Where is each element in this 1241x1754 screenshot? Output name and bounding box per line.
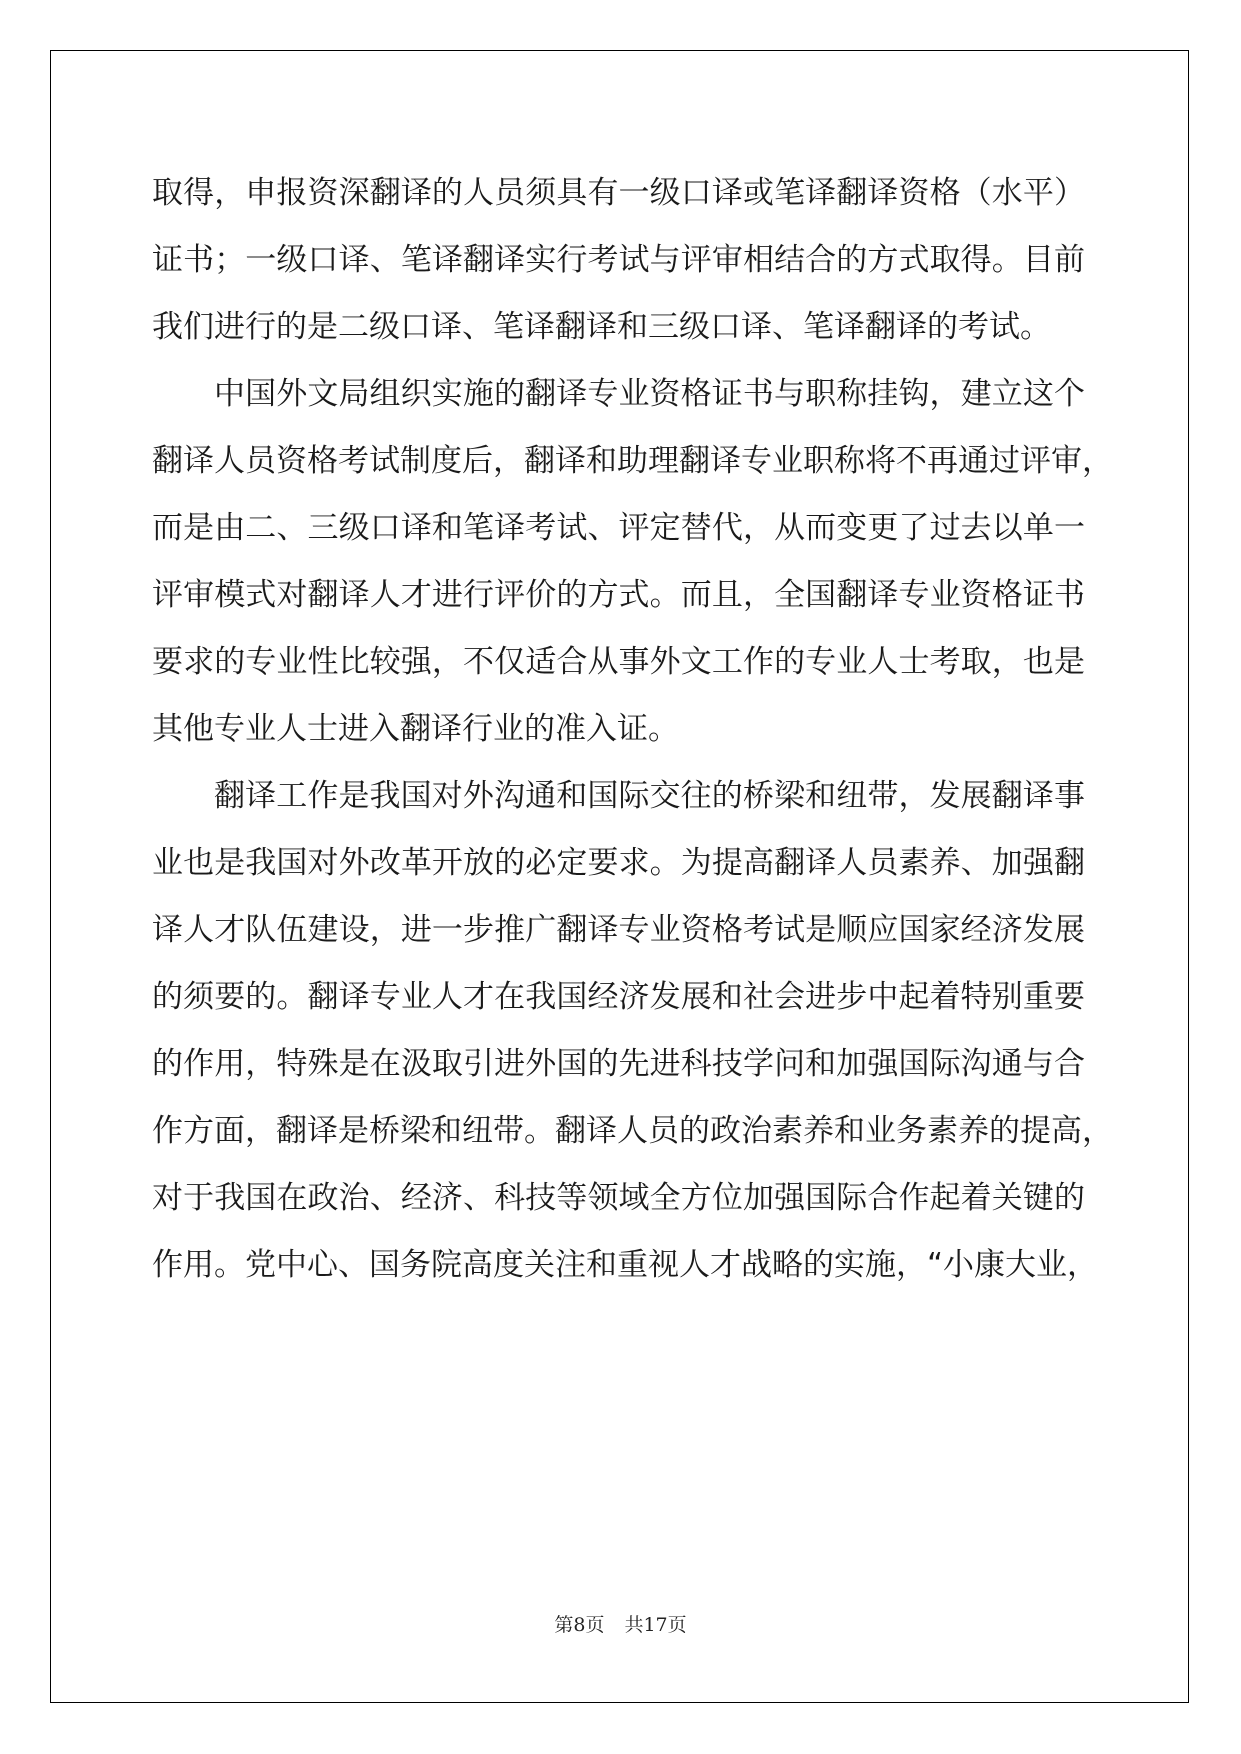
text-line: 业也是我国对外改革开放的必定要求。为提高翻译人员素养、加强翻	[152, 845, 1085, 881]
text-line: 评审模式对翻译人才进行评价的方式。而且，全国翻译专业资格证书	[152, 577, 1085, 613]
document-body	[152, 160, 1113, 1299]
text-line: 而是由二、三级口译和笔译考试、评定替代，从而变更了过去以单一	[152, 510, 1085, 546]
text-line: 取得，申报资深翻译的人员须具有一级口译或笔译翻译资格（水平）	[152, 175, 1085, 211]
text-line: 其他专业人士进入翻译行业的准入证。	[152, 711, 679, 747]
paragraph-start-line: 翻译工作是我国对外沟通和国际交往的桥梁和纽带，发展翻译事	[214, 778, 1085, 814]
page-footer	[0, 1610, 1241, 1637]
text-line: 翻译人员资格考试制度后，翻译和助理翻译专业职称将不再通过评审，	[152, 443, 1113, 479]
text-line: 要求的专业性比较强，不仅适合从事外文工作的专业人士考取，也是	[152, 644, 1085, 680]
text-line: 的作用，特殊是在汲取引进外国的先进科技学问和加强国际沟通与合	[152, 1046, 1085, 1082]
text-line: 对于我国在政治、经济、科技等领域全方位加强国际合作起着关键的	[152, 1180, 1085, 1216]
text-line: 作用。党中心、国务院高度关注和重视人才战略的实施，“小康大业，	[152, 1247, 1099, 1283]
text-line: 我们进行的是二级口译、笔译翻译和三级口译、笔译翻译的考试。	[152, 309, 1051, 345]
text-line: 证书；一级口译、笔译翻译实行考试与评审相结合的方式取得。目前	[152, 242, 1085, 278]
text-line: 译人才队伍建设，进一步推广翻译专业资格考试是顺应国家经济发展	[152, 912, 1085, 948]
text-line: 的须要的。翻译专业人才在我国经济发展和社会进步中起着特别重要	[152, 979, 1085, 1015]
paragraph-start-line: 中国外文局组织实施的翻译专业资格证书与职称挂钩，建立这个	[214, 376, 1085, 412]
current-page-number: 第8页	[554, 1614, 605, 1636]
text-line: 作方面，翻译是桥梁和纽带。翻译人员的政治素养和业务素养的提高，	[152, 1113, 1113, 1149]
total-pages: 共17页	[624, 1614, 687, 1636]
